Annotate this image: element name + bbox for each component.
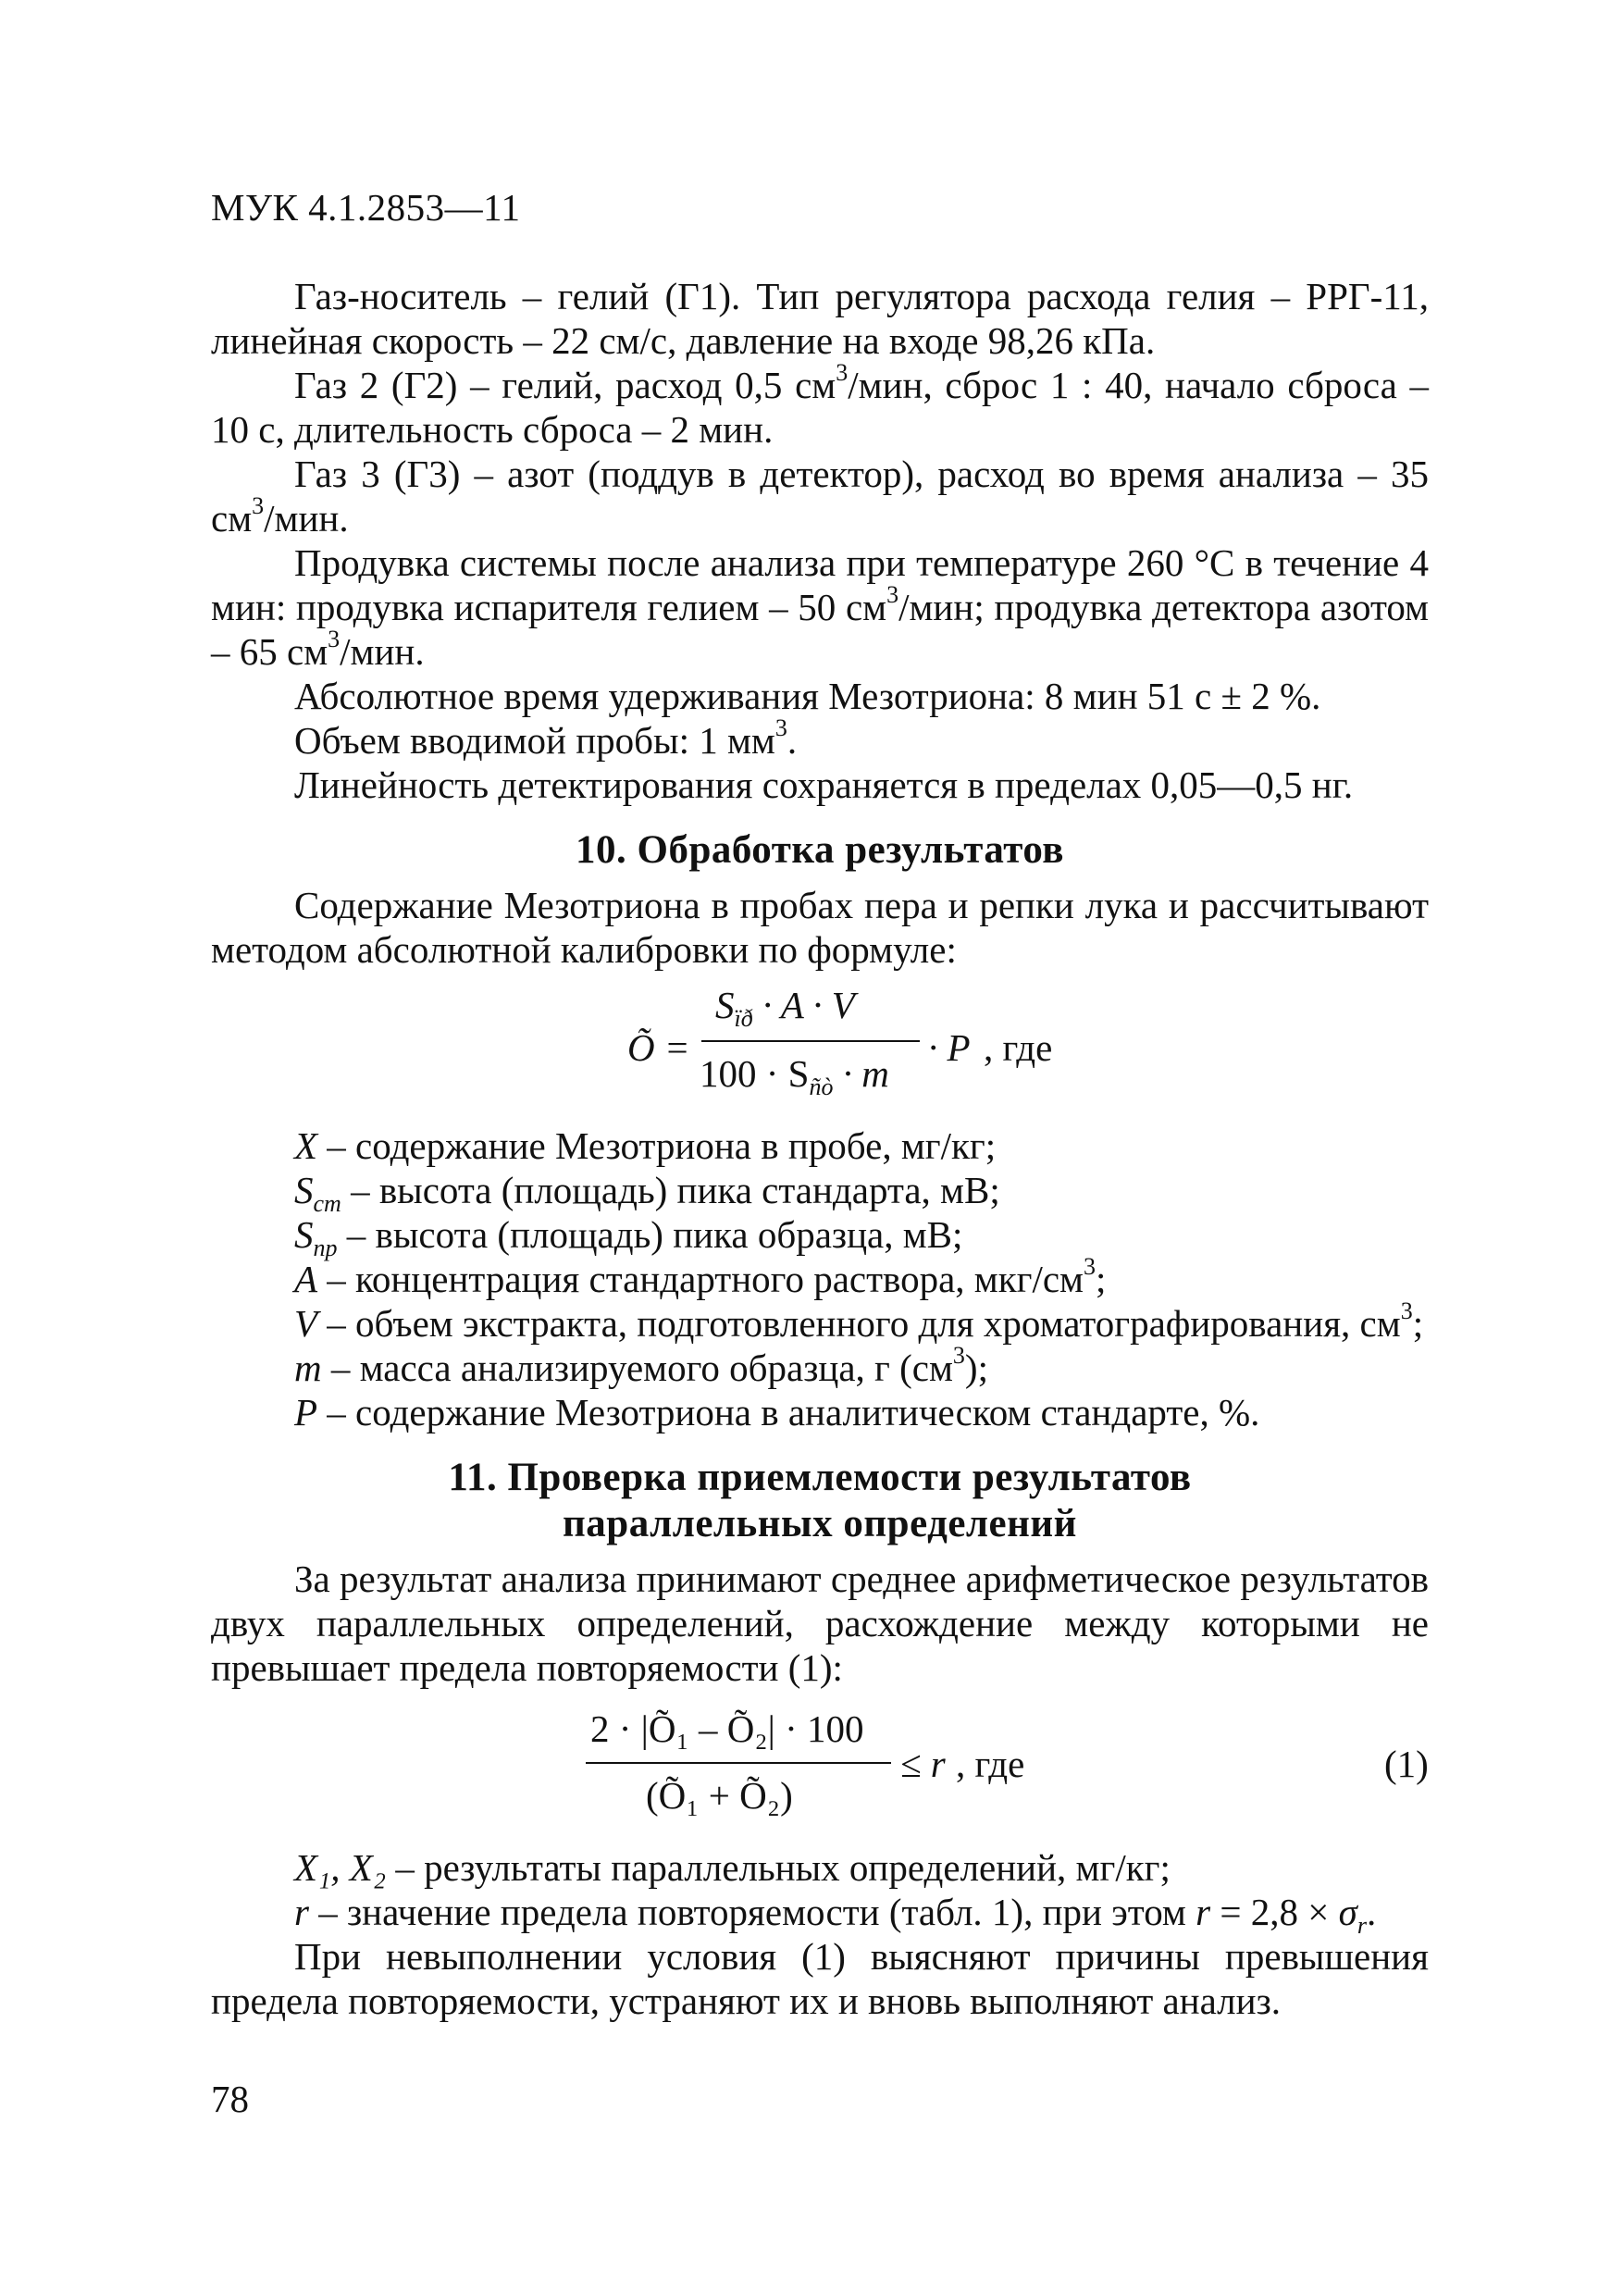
document-code-header: МУК 4.1.2853—11 <box>211 186 521 229</box>
section-11-heading-line1: 11. Проверка приемлемости результатов <box>448 1456 1192 1499</box>
section-11-intro: За результат анализа принимают среднее арифметическое результатов двух параллельных определений, расхождение между которыми не превышает предела повторяемости (1): <box>211 1558 1429 1689</box>
section-10-heading: 10. Обработка результатов <box>576 828 1064 872</box>
purge-paragraph: Продувка системы после анализа при температуре 260 °С в течение 4 мин: продувка испарителя гелием – 50 $см^3$/мин; продувка детектора азотом – 65 $см^3$/мин. <box>211 541 1429 673</box>
definition-v: V – объем экстракта, подготовленного для хроматографирования, $см^3$; <box>294 1297 1424 1345</box>
formula-denominator: $100 \cdot S_{ñò} \cdot m$ <box>700 1052 889 1101</box>
definition-s-standard: $S_{ст}$ – высота (площадь) пика стандарта, мВ; <box>294 1169 1000 1218</box>
definition-m: m – масса анализируемого образца, г $(см^3)$; <box>294 1342 988 1389</box>
formula-lhs: Õ = <box>627 1026 690 1069</box>
gas2-paragraph: Газ 2 (Г2) – гелий, расход 0,5 $см^3$/мин, сброс 1 : 40, начало сброса – 10 с, длительность сброса – 2 мин. <box>211 359 1429 451</box>
definition-x1-x2: X₁, X₂ – результаты параллельных определений, мг/кг; <box>294 1846 1171 1889</box>
volume-paragraph: Объем вводимой пробы: 1 $мм^3$. <box>294 714 798 762</box>
linearity-paragraph: Линейность детектирования сохраняется в пределах 0,05—0,5 нг. <box>294 763 1354 806</box>
section-10-intro: Содержание Мезотриона в пробах пера и репки лука и рассчитывают методом абсолютной калибровки по формуле: <box>211 884 1429 971</box>
page-number: 78 <box>211 2078 249 2120</box>
definition-p: P – содержание Мезотриона в аналитическом стандарте, %. <box>294 1391 1260 1433</box>
formula2-fraction-bar <box>586 1762 891 1764</box>
page-content <box>211 274 1429 2023</box>
definition-a: A – концентрация стандартного раствора, мкг/$см^3$; <box>294 1253 1107 1300</box>
carrier-gas-paragraph: Газ-носитель – гелий (Г1). Тип регулятора расхода гелия – РРГ-11, линейная скорость – 22 см/с, давление на входе 98,26 кПа. <box>211 275 1429 362</box>
repeatability-formula <box>211 1699 1429 1838</box>
definition-r: r – значение предела повторяемости (табл. 1), при этом $r = 2,8 \times \sigma_r$. <box>294 1891 1377 1940</box>
formula2-denominator: (Õ₁ + Õ₂) <box>646 1774 793 1817</box>
definition-x: X – содержание Мезотриона в пробе, мг/кг; <box>294 1124 997 1167</box>
formula-fraction-bar <box>701 1040 920 1042</box>
formula-numerator: $S_{ïð} \cdot A \cdot V$ <box>715 984 855 1033</box>
retention-paragraph: Абсолютное время удерживания Мезотриона: 8 мин 51 с ± 2 %. <box>294 675 1321 717</box>
formula-where: , где <box>984 1026 1053 1069</box>
formula2-where: , где <box>956 1743 1025 1785</box>
formula-tail: · P <box>928 1026 971 1069</box>
formula2-numerator: 2 · |Õ₁ – Õ₂| · 100 <box>590 1707 864 1750</box>
gas3-paragraph: Газ 3 (Г3) – азот (поддув в детектор), расход во время анализа – 35 $см^3$/мин. <box>211 453 1429 540</box>
formula2-rhs: ≤ r <box>900 1743 946 1785</box>
calculation-formula <box>211 979 1429 1118</box>
closing-paragraph: При невыполнении условия (1) выясняют причины превышения предела повторяемости, устраняют их и вновь выполняют анализ. <box>211 1935 1429 2022</box>
definition-s-sample: $S_{пр}$ – высота (площадь) пика образца, мВ; <box>294 1213 963 1262</box>
formula2-number: (1) <box>1384 1743 1429 1785</box>
section-11-heading-line2: параллельных определений <box>563 1502 1077 1545</box>
